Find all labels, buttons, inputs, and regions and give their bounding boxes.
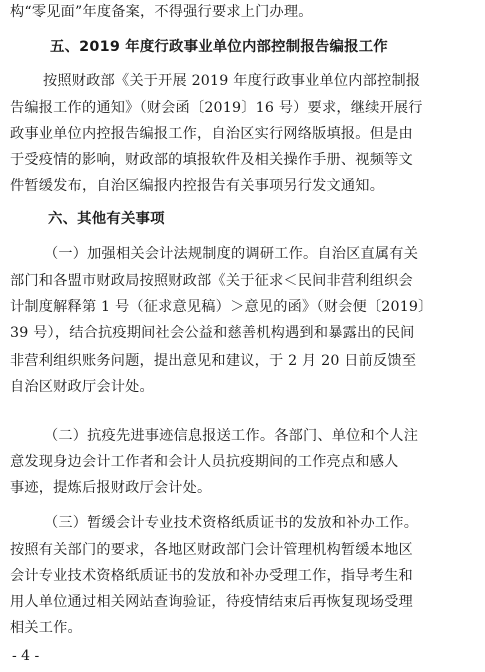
body-text-line: 告编报工作的通知》（财会函〔2019〕16 号）要求，继续开展行 [10, 100, 423, 116]
section-heading-6: 六、其他有关事项 [48, 211, 165, 227]
body-text-line: 用人单位通过相关网站查询验证，待疫情结束后再恢复现场受理 [10, 594, 413, 610]
body-text-line: 自治区财政厅会计处。 [10, 379, 154, 395]
body-text-line: 于受疫情的影响，财政部的填报软件及相关操作手册、视频等文 [10, 152, 413, 168]
page-number: - 4 - [12, 648, 40, 664]
body-text-line: 会计专业技术资格纸质证书的发放和补办受理工作，指导考生和 [10, 568, 413, 584]
body-text-line: （一）加强相关会计法规制度的调研工作。自治区直属有关 [44, 246, 419, 262]
body-text-line: 事迹，提炼后报财政厅会计处。 [10, 480, 212, 496]
body-text-line: 按照有关部门的要求，各地区财政部门会计管理机构暂缓本地区 [10, 542, 413, 558]
body-text-line: 计制度解释第 1 号（征求意见稿）＞意见的函》（财会便〔2019〕 [10, 299, 433, 315]
body-text-line: （三）暂缓会计专业技术资格纸质证书的发放和补办工作。 [44, 515, 419, 531]
body-text-line: 相关工作。 [10, 620, 82, 636]
body-text-line: 政事业单位内控报告编报工作，自治区实行网络版填报。但是由 [10, 126, 413, 142]
body-text-line: 构“零见面”年度备案，不得强行要求上门办理。 [10, 4, 313, 20]
body-text-line: 39 号），结合抗疫期间社会公益和慈善机构遇到和暴露出的民间 [10, 325, 415, 341]
section-heading-5: 五、2019 年度行政事业单位内部控制报告编报工作 [50, 39, 388, 55]
body-text-line: 按照财政部《关于开展 2019 年度行政事业单位内部控制报 [43, 73, 421, 89]
body-text-line: （二）抗疫先进事迹信息报送工作。各部门、单位和个人注 [44, 428, 419, 444]
body-text-line: 部门和各盟市财政局按照财政部《关于征求＜民间非营利组织会 [10, 273, 413, 289]
body-text-line: 意发现身边会计工作者和会计人员抗疫期间的工作亮点和感人 [10, 454, 399, 470]
body-text-line: 非营利组织账务问题，提出意见和建议，于 2 月 20 日前反馈至 [10, 353, 417, 369]
body-text-line: 件暂缓发布，自治区编报内控报告有关事项另行发文通知。 [10, 178, 385, 194]
